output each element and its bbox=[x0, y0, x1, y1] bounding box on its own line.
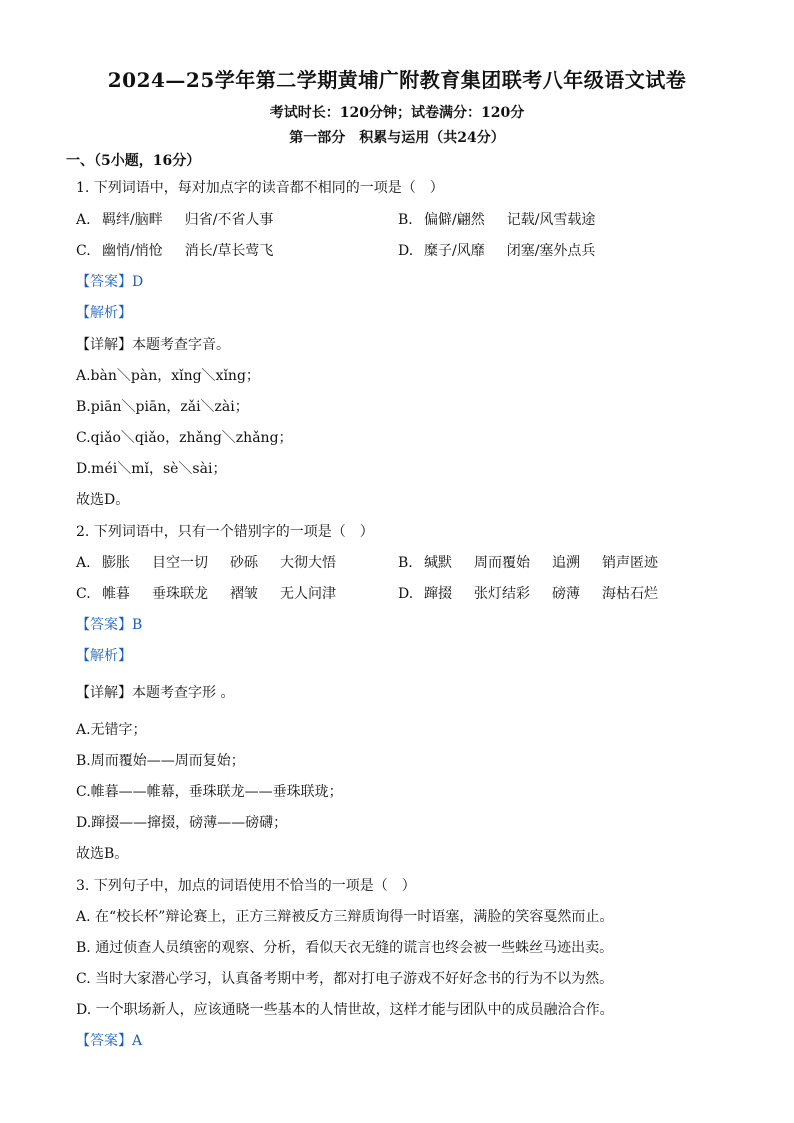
q2-line-c: C.帷暮——帷幕，垂珠联龙——垂珠联珑； bbox=[76, 784, 343, 800]
q2-conclusion: 故选B。 bbox=[76, 846, 129, 862]
exam-info: 考试时长：120分钟；试卷满分：120分 bbox=[269, 105, 525, 121]
q1-answer: 【答案】D bbox=[76, 274, 144, 290]
q2-line-d: D.蹿掇——撺掇，磅薄——磅礴； bbox=[76, 815, 288, 831]
q2-line-a: A.无错字； bbox=[76, 722, 147, 738]
q1-line-b: B.piān＼piān，zǎi＼zài； bbox=[76, 399, 249, 415]
q1-line-c: C.qiǎo＼qiǎo，zhǎng＼zhǎng； bbox=[76, 430, 293, 446]
q1-conclusion: 故选D。 bbox=[76, 492, 130, 508]
q2-stem: 2. 下列词语中，只有一个错别字的一项是（ ） bbox=[76, 524, 374, 540]
q1-stem: 1. 下列词语中，每对加点字的读音都不相同的一项是（ ） bbox=[76, 180, 444, 196]
q1-option-c: C. 幽悄/悄怆 消长/草长莺飞 bbox=[76, 243, 274, 259]
q3-option-a: A. 在“校长杯”辩论赛上，正方三辩被反方三辩质询得一时语塞，满脸的笑容戛然而止。 bbox=[76, 909, 614, 925]
q2-option-d: D. 蹿掇 张灯结彩 磅薄 海枯石烂 bbox=[398, 586, 658, 602]
q1-detail: 【详解】本题考查字音。 bbox=[76, 337, 230, 353]
section-heading: 一、（5小题，16分） bbox=[66, 153, 201, 169]
q1-option-d: D. 糜子/风靡 闭塞/塞外点兵 bbox=[398, 243, 596, 259]
q3-option-d: D. 一个职场新人，应该通晓一些基本的人情世故，这样才能与团队中的成员融洽合作。 bbox=[76, 1002, 614, 1018]
q3-answer: 【答案】A bbox=[76, 1033, 143, 1049]
q2-answer: 【答案】B bbox=[76, 617, 143, 633]
q2-option-b: B. 缄默 周而覆始 追溯 销声匿迹 bbox=[398, 555, 658, 571]
q1-option-b: B. 偏僻/翩然 记载/风雪载途 bbox=[398, 212, 596, 228]
exam-title: 2024—25学年第二学期黄埔广附教育集团联考八年级语文试卷 bbox=[107, 68, 687, 92]
q1-line-d: D.méi＼mǐ，sè＼sài； bbox=[76, 461, 227, 477]
q3-option-b: B. 通过侦查人员缜密的观察、分析，看似天衣无缝的谎言也终会被一些蛛丝马迹出卖。 bbox=[76, 940, 614, 956]
q1-option-a: A. 羁绊/脑畔 归省/不省人事 bbox=[76, 212, 274, 228]
q3-option-c: C. 当时大家潜心学习，认真备考期中考，都对打电子游戏不好好念书的行为不以为然。 bbox=[76, 971, 614, 987]
q1-analysis-label: 【解析】 bbox=[76, 305, 132, 321]
q2-analysis-label: 【解析】 bbox=[76, 648, 132, 664]
q2-line-b: B.周而覆始——周而复始； bbox=[76, 753, 245, 769]
q3-stem: 3. 下列句子中，加点的词语使用不恰当的一项是（ ） bbox=[76, 878, 416, 894]
q1-line-a: A.bàn＼pàn，xǐng＼xǐng； bbox=[76, 368, 260, 384]
q2-detail: 【详解】本题考查字形 。 bbox=[76, 685, 235, 701]
q2-option-a: A. 膨胀 目空一切 砂砾 大彻大悟 bbox=[76, 555, 336, 571]
q2-option-c: C. 帷暮 垂珠联龙 褶皱 无人问津 bbox=[76, 586, 336, 602]
part-heading: 第一部分 积累与运用（共24分） bbox=[289, 130, 505, 146]
